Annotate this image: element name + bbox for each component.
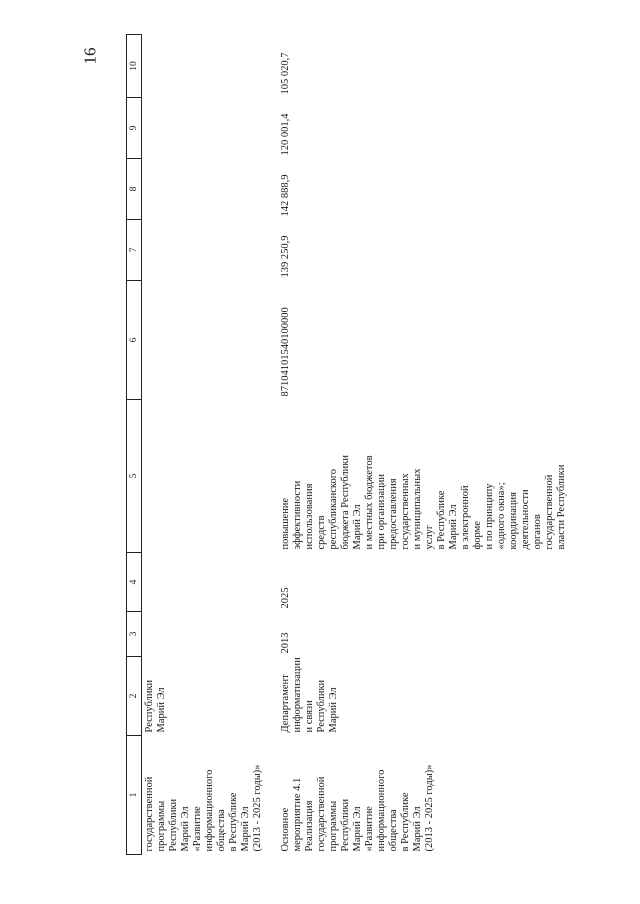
row1-value-8 — [142, 159, 279, 220]
rotated-table-sheet — [126, 45, 596, 855]
row1-result — [142, 400, 279, 553]
row2-start-year: 2013 — [280, 632, 291, 654]
row1-start-year — [142, 612, 279, 657]
col-header-6: 6 — [127, 281, 142, 400]
col-header-4: 4 — [127, 553, 142, 612]
budget-table — [126, 34, 572, 855]
col-header-8: 8 — [127, 159, 142, 220]
row1-code — [142, 281, 279, 400]
col-header-5: 5 — [127, 400, 142, 553]
row2-executor: Департамент информатизации и связи Республики Марий Эл — [280, 657, 339, 733]
row1-program-name: государственной программы Республики Марий Эл «Развитие информационного общества в Республике Марий Эл (2013 - 2025 годы)» — [144, 764, 263, 852]
row2-measure-name: Основное мероприятие 4.1 Реализация государственной программы Республики Марий Эл «Развитие информационного общества в Республике Марий Эл (2013 - 2025 годы)» — [280, 764, 435, 852]
col-header-2: 2 — [127, 657, 142, 736]
row2-value-9: 120 001,4 — [280, 113, 291, 156]
row2-code: 87104101540100000 — [280, 307, 291, 397]
col-header-10: 10 — [127, 35, 142, 98]
row2-value-10: 105 020,7 — [280, 52, 291, 95]
table-row — [278, 35, 572, 855]
col-header-7: 7 — [127, 220, 142, 281]
row2-end-year: 2025 — [280, 587, 291, 609]
row1-value-7 — [142, 220, 279, 281]
row1-end-year — [142, 553, 279, 612]
col-header-1: 1 — [127, 736, 142, 855]
column-number-row — [127, 35, 142, 855]
row2-value-7: 139 250,9 — [280, 235, 291, 278]
col-header-3: 3 — [127, 612, 142, 657]
table-row — [142, 35, 279, 855]
row2-result: повышение эффективности использования средств республиканского бюджета Республики Марий Эл и местных бюджетов при организации предоставления государственных и муниципальных услуг в Республике Марий Эл в электронной форме и по принципу «одного окна»; координация деятельности органов государственной власти Республики — [280, 455, 567, 550]
row2-value-8: 142 888,9 — [280, 174, 291, 217]
col-header-9: 9 — [127, 98, 142, 159]
row1-value-9 — [142, 98, 279, 159]
row1-executor: Республики Марий Эл — [144, 679, 167, 733]
page-number: 16 — [80, 47, 100, 65]
row1-value-10 — [142, 35, 279, 98]
